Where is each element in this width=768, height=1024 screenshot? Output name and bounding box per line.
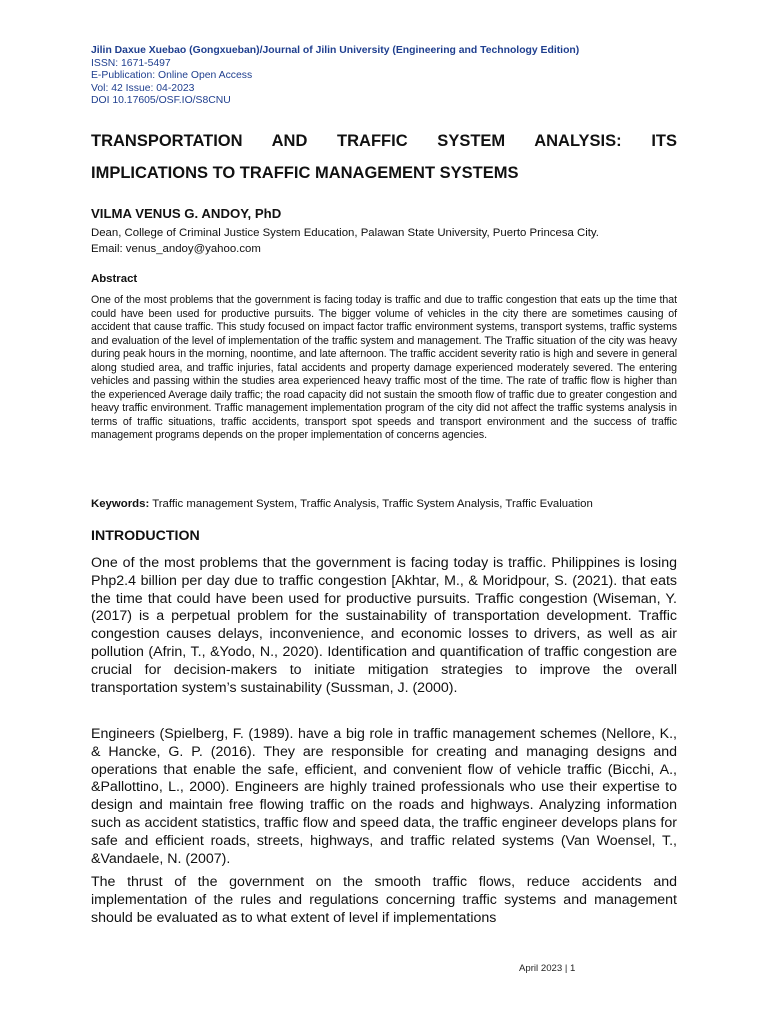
journal-name: Jilin Daxue Xuebao (Gongxueban)/Journal of Jilin University (Engineering and Technology Edition) xyxy=(91,45,580,56)
abstract-text: One of the most problems that the government is facing today is traffic and due to traffic congestion that eats up the time that could have been used for productive pursuits. The bigger volume of vehicles in the city there are sometimes causing of accident that cause traffic. This study focused on impact factor traffic environment systems, transport systems, traffic systems and evaluation of the level of implementation of the traffic system and management. The Traffic situation of the city was heavy during peak hours in the morning, noontime, and late afternoon. The traffic accident severity ratio is high and severe in general along studied area, and traffic injuries, fatal accidents and property damage experienced moderately severed. The entering vehicles and passing within the studies area experienced heavy traffic most of the time. The rate of traffic flow is higher than the experienced Average daily traffic; the road capacity did not sustain the smooth flow of traffic due to greater congestion and heavy traffic environment. Traffic management implementation program of the city did not affect the traffic systems analysis in terms of traffic situations, traffic accidents, transport spot speeds and transport environment and the success of traffic management programs depends on the proper implementation of concerns agencies. xyxy=(91,294,677,441)
author-name: VILMA VENUS G. ANDOY, PhD xyxy=(91,206,282,221)
journal-header xyxy=(91,45,677,108)
journal-publication: E-Publication: Online Open Access xyxy=(91,70,253,81)
intro-paragraph-2: Engineers (Spielberg, F. (1989). have a big role in traffic management schemes (Nellore, K., & Hancke, G. P. (2016). They are responsible for creating and managing designs and operations that enable the safe, efficient, and convenient flow of vehicle traffic (Bicchi, A., &Pallottino, L., 2000). Engineers are highly trained professionals who use their expertise to design and maintain free flowing traffic on the roads and highways. Analyzing information such as accident statistics, traffic flow and speed data, the traffic engineer develops plans for safe and efficient roads, streets, highways, and traffic related systems (Van Woensel, T., &Vandaele, N. (2007). xyxy=(91,726,677,867)
abstract-heading: Abstract xyxy=(91,273,138,285)
author-affiliation: Dean, College of Criminal Justice System Education, Palawan State University, Puerto Princesa City. xyxy=(91,227,599,239)
page-footer: April 2023 | 1 xyxy=(519,963,576,974)
journal-doi: DOI 10.17605/OSF.IO/S8CNU xyxy=(91,95,231,106)
paper-title xyxy=(91,125,677,189)
journal-volume: Vol: 42 Issue: 04-2023 xyxy=(91,82,195,94)
introduction-heading: INTRODUCTION xyxy=(91,528,200,544)
intro-paragraph-1: One of the most problems that the government is facing today is traffic. Philippines is losing Php2.4 billion per day due to traffic congestion [Akhtar, M., & Moridpour, S. (2021). that eats the time that could have been used for productive pursuits. Traffic congestion (Wiseman, Y. (2017) is a perpetual problem for the sustainability of transportation development. Traffic congestion causes delays, inconvenience, and economic losses to drivers, as well as air pollution (Afrin, T., &Yodo, N., 2020). Identification and quantification of traffic congestion are crucial for decision-makers to initiate mitigation strategies to improve the overall transportation system’s sustainability (Sussman, J. (2000). xyxy=(91,555,677,696)
journal-issn: ISSN: 1671-5497 xyxy=(91,57,171,69)
intro-paragraph-3: The thrust of the government on the smooth traffic flows, reduce accidents and implementation of the rules and regulations concerning traffic systems and management should be evaluated as to what extent of level if implementations xyxy=(91,874,677,926)
keywords-label: Keywords: xyxy=(91,498,150,510)
paper-title-line2: IMPLICATIONS TO TRAFFIC MANAGEMENT SYSTEMS xyxy=(91,164,519,182)
keywords xyxy=(91,497,691,511)
author-email: Email: venus_andoy@yahoo.com xyxy=(91,242,261,255)
keywords-list: Traffic management System, Traffic Analysis, Traffic System Analysis, Traffic Evaluation xyxy=(149,498,593,510)
author-affiliation-block xyxy=(91,226,681,257)
paper-title-line1: TRANSPORTATION AND TRAFFIC SYSTEM ANALYSIS: ITS xyxy=(91,132,677,150)
